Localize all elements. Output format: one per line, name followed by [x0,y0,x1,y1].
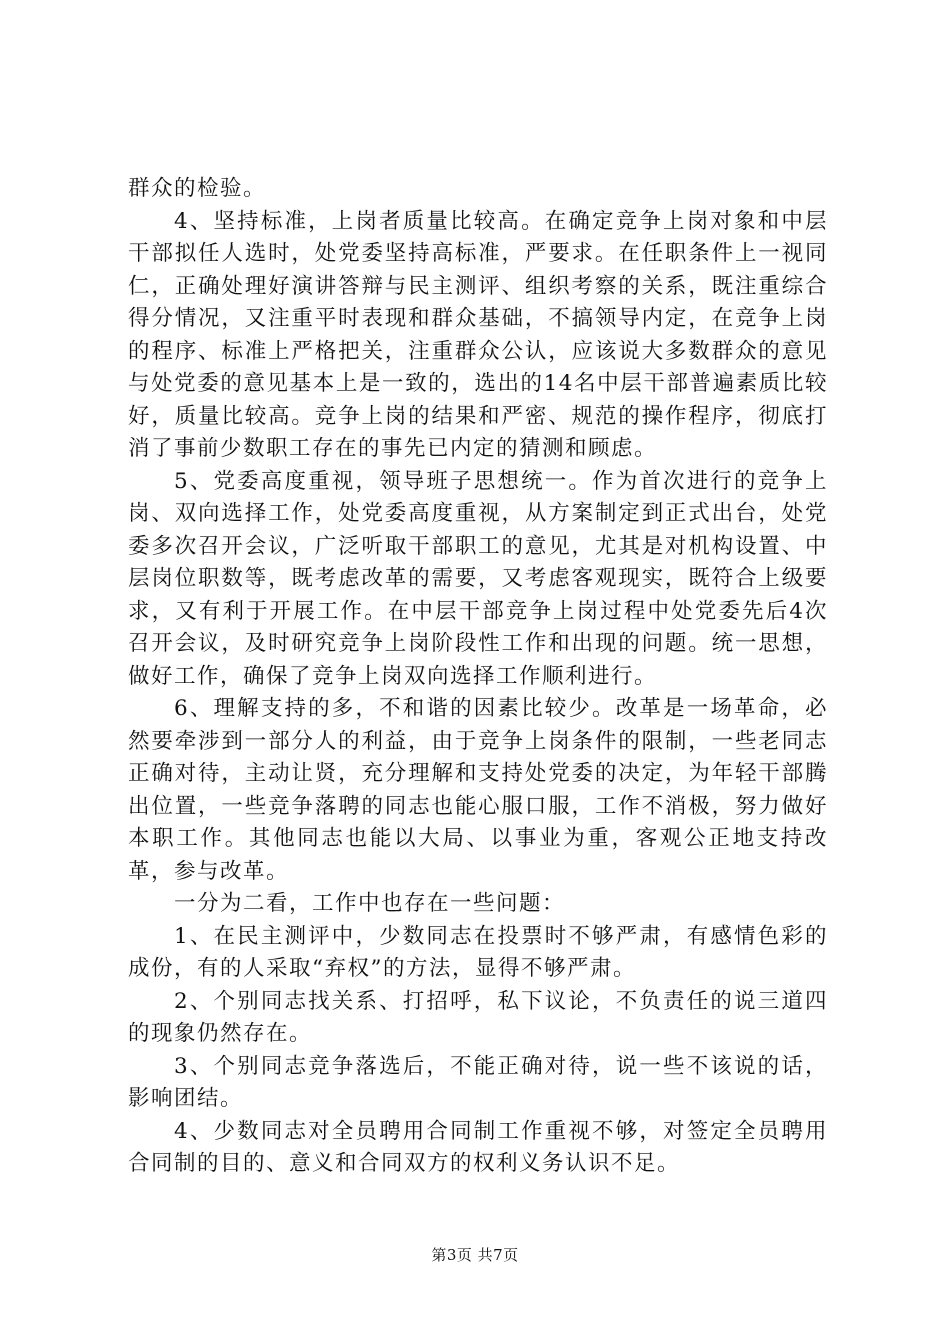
paragraph-problem-2: 2、个别同志找关系、打招呼，私下议论，不负责任的说三道四的现象仍然存在。 [128,988,828,1046]
paragraph-point-4-standards: 4、坚持标准，上岗者质量比较高。在确定竞争上岗对象和中层干部拟任人选时，处党委坚持高标准，严要求。在任职条件上一视同仁，正确处理好演讲答辩与民主测评、组织考察的关系，既注重综合得分情况，又注重平时表现和群众基础，不搞领导内定，在竞争上岗的程序、标准上严格把关，注重群众公认，应该说大多数群众的意见与处党委的意见基本上是一致的，选出的14名中层干部普遍素质比较好，质量比较高。竞争上岗的结果和严密、规范的操作程序，彻底打消了事前少数职工存在的事先已内定的猜测和顾虑。 [128,208,828,461]
paragraph-problem-3: 3、个别同志竞争落选后，不能正确对待，说一些不该说的话，影响团结。 [128,1053,828,1111]
paragraph-problem-1: 1、在民主测评中，少数同志在投票时不够严肃，有感情色彩的成份，有的人采取“弃权”的方法，显得不够严肃。 [128,923,828,981]
paragraph-continuation: 群众的检验。 [128,176,267,201]
paragraph-point-6-support: 6、理解支持的多，不和谐的因素比较少。改革是一场革命，必然要牵涉到一部分人的利益，由于竞争上岗条件的限制，一些老同志正确对待，主动让贤，充分理解和支持处党委的决定，为年轻干部腾出位置，一些竞争落聘的同志也能心服口服，工作不消极，努力做好本职工作。其他同志也能以大局、以事业为重，客观公正地支持改革，参与改革。 [128,696,828,884]
paragraph-problem-4: 4、少数同志对全员聘用合同制工作重视不够，对签定全员聘用合同制的目的、意义和合同双方的权利义务认识不足。 [128,1118,828,1176]
document-body [128,173,828,1181]
page-number-footer: 第3页 共7页 [431,1246,519,1264]
paragraph-point-5-party-committee: 5、党委高度重视，领导班子思想统一。作为首次进行的竞争上岗、双向选择工作，处党委高度重视，从方案制定到正式出台，处党委多次召开会议，广泛听取干部职工的意见，尤其是对机构设置、中层岗位职数等，既考虑改革的需要，又考虑客观现实，既符合上级要求，又有利于开展工作。在中层干部竞争上岗过程中处党委先后4次召开会议，及时研究竞争上岗阶段性工作和出现的问题。统一思想，做好工作，确保了竞争上岗双向选择工作顺利进行。 [128,468,828,689]
paragraph-problems-intro: 一分为二看，工作中也存在一些问题： [174,891,566,916]
